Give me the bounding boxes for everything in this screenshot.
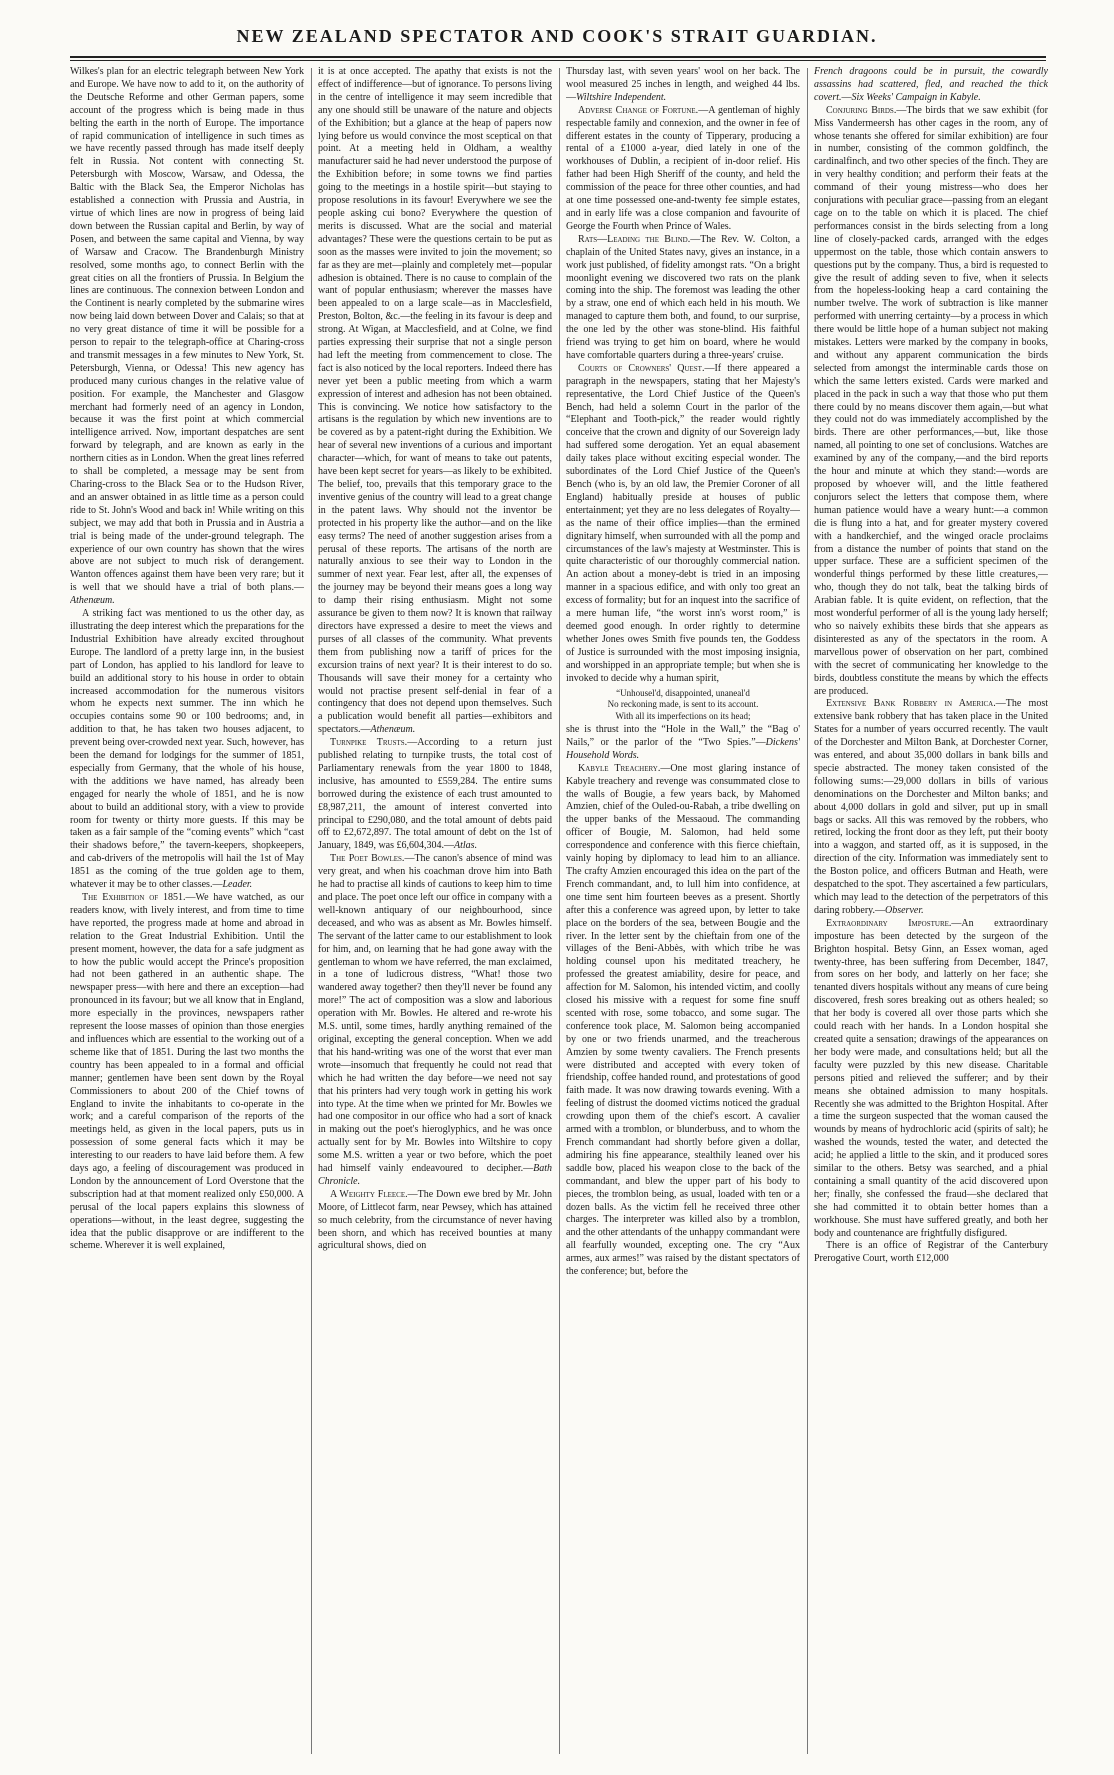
article-text: If there appeared a paragraph in the newspapers, stating that her Majesty's representative, the Lord Chief Justice of the Queen's Bench, had held a solemn Court in the parlor of the “Elephant and Tooth-pick,” the reader would rightly conceive that the crown and dignity of our Sovereign lady had suffered some derogation. Yet an equal abasement daily takes place without exciting especial wonder. The subordinates of the Lord Chief Justice of the Queen's Bench (who is, by an old law, the Premier Coroner of all England) habitually preside at houses of public entertainment; yet they are no less delegates of Royalty—as the name of their office implies—than the ermined dignitary himself, when surrounded with all the pomp and circumstances of the law's majesty at Westminster. This is quite characteristic of our thoroughly commercial nation. An action about a money-debt is tried in an imposing manner in a spacious edifice, and with only too great an excess of formality; but for an inquest into the sacrifice of a mere human life, “the worst inn's worst room,” is deemed good enough. In order rightly to determine whether Jones owes Smith five pounds ten, the Goddess of Justice is surrounded with the most imposing insignia, and worshipped in an appropriate temple; but when she is invoked to decide why a human spirit, (566, 362, 800, 684)
verse-line: With all its imperfections on its head; (615, 710, 751, 721)
verse-line: No reckoning made, is sent to its account. (607, 699, 759, 709)
article-heading: Kabyle Treachery. (578, 762, 661, 774)
article-text: We have watched, as our readers know, with lively interest, and from time to time have reported, the progress made at home and abroad in relation to the Great Industrial Exhibition. Until the present moment, however, the data for a safe judgment as to how the public would accept the Prince's proposition had not been gathered in an authentic shape. The newspaper press—with here and there an exception—had pronounced in its favour; but we all know that in England, more especially in the provinces, newspapers rather represent the loose masses of opinion than those energies and influences which are essential to the working out of a scheme like that of 1851. During the last two months the country has been appealed to in a formal and official manner; gentlemen have been sent down by the Royal Commissioners to about 200 of the Chief towns of England to invite the inhabitants to co-operate in the work; and a careful comparison of the reports of the meetings held, as given in the local papers, puts us in possession of some general facts which it may be interesting to our readers to have laid before them. A few days ago, a feeling of discouragement was produced in London by the announcement of Lord Overstone that the subscription had at that moment realized only £50,000. A perusal of the local papers explains this slowness of operations—without, in the least degree, suggesting the idea that the public disapprove or are indifferent to the scheme. Wherever it is well explained, (70, 892, 304, 1252)
verse-line: “Unhousel'd, disappointed, unaneal'd (616, 687, 750, 698)
article-text: A gentleman of highly respectable family and connexion, and the owner in fee of different estates in the county of Tipperary, producing a rental of a £1000 a-year, died lately in one of the workhouses of Dublin, a recipient of in-door relief. His father had been High Sheriff of the county, and held the commission of the peace for three other counties, and had at one time possessed one-and-twenty fee simple estates, and in early life was a close companion and favourite of George the Fourth when Prince of Wales. (566, 104, 800, 232)
article-text: The Down ewe bred by Mr. John Moore, of Littlecot farm, near Pewsey, which has attained so much celebrity, from the circumstance of never having been shorn, and which has received bounties at many agricultural shows, died on (318, 1188, 552, 1252)
article-source: Bath Chronicle. (318, 1163, 552, 1187)
article-heading: Conjuring Birds. (826, 104, 897, 116)
article-text: Thursday last, with seven years' wool on her back. The wool measured 25 inches in length, and weighed 44 lbs. (566, 66, 800, 90)
article-paragraph: A striking fact was mentioned to us the other day, as illustrating the deep interest which the preparations for the Industrial Exhibition have already excited throughout Europe. The landlord of a pretty large inn, in the busiest part of London, has applied to his landlord for leave to build an additional story to his house in order to obtain increased accommodation for the numerous visitors whom he expects next summer. The inn which he occupies contains some 90 or 100 bedrooms; and, in addition to that, he has taken two houses adjacent, to prevent being over-crowded next year. Such, however, has been the demand for lodgings for the summer of 1851, especially from Germany, that the whole of his house, with the additions we have named, has already been engaged for nearly the whole of 1851, and he is now about to build an additional story, with a view to provide room for twenty or thirty more guests. If this may be taken as a fair sample of the “coming events” which “cast their shadows before,” the tavern-keepers, shopkeepers, and cab-drivers of the metropolis will hail the 1st of May 1851 as the coming of the true golden age to them, whatever it may be to other classes.—Leader. (70, 608, 304, 891)
article-text: According to a return just published relating to turnpike trusts, the total cost of Parliamentary renewals from the year 1800 to 1848, inclusive, has amounted to £559,284. The entire sums borrowed during the existence of each trust amounted to £8,987,211, the amount of interest converted into principal to £290,080, and the total amount of debts paid off to £2,672,897. The total amount of debt on the 1st of January, 1849, was £6,604,304. (318, 737, 552, 852)
article-text: Wilkes's plan for an electric telegraph between New York and Europe. We have now to add to it, on the authority of the Deutsche Reforme and other German papers, some account of the progress which is being made in thus belting the earth in the north of Europe. The importance of rapid communication of intelligence in such times as we have recently passed through has made itself deeply felt in Russia. Not content with connecting St. Petersburgh with Moscow, Warsaw, and Odessa, the Baltic with the Black Sea, the Emperor Nicholas has established a connection with Prussia and Austria, in virtue of which lines are now in progress of being laid down between the Russian capital and Berlin, by way of Posen, and between the same capital and Vienna, by way of Warsaw and Cracow. The Brandenburgh Ministry resolved, some months ago, to connect Berlin with the great cities on all the frontiers of Prussia. In Belgium the lines are continuous. The connexion between London and the Continent is nearly completed by the submarine wires now being laid down between Dover and Calais; so that at no very great distance of time it will be possible for a person to repair to the telegraph-office at Charing-cross and transmit messages in a few minutes to New York, St. Petersburgh, Vienna, or Odessa! This new agency has produced many curious changes in the relative value of position. For example, the Manchester and Glasgow merchant had formerly need of an agency in London, because it was the first point at which commercial intelligence arrived. Now, important despatches are sent forward by telegraph, and are known as early in the northern cities as in London. When the great lines referred to shall be completed, a message may be sent from Charing-cross to the Black Sea or to the Hudson River, and an answer obtained in as little time as a person could ride to St. John's Wood and back in! While writing on this subject, we may add that both in Prussia and in Austria a trial is being made of the under-ground telegraph. The experience of our own country has shown that the wires above are not subject to much risk of derangement. Wanton offences against them have been very rare; but it is well that we should have a trial of both plans. (70, 66, 304, 594)
article-heading: A Weighty Fleece. (330, 1188, 408, 1200)
article-source: Atlas. (454, 840, 478, 852)
article-source: Leader. (222, 879, 253, 891)
article-paragraph: Adverse Change of Fortune.—A gentleman of highly respectable family and connexion, and the owner in fee of different estates in the county of Tipperary, producing a rental of a £1000 a-year, died lately in one of the workhouses of Dublin, a recipient of in-door relief. His father had been High Sheriff of the county, and held the commission of the peace for three other counties, and had at one time possessed one-and-twenty fee simple estates, and in early life was a close companion and favourite of George the Fourth when Prince of Wales. (566, 104, 800, 232)
article-heading: Extensive Bank Robbery in America. (826, 698, 996, 710)
article-source: Dickens' Household Words. (566, 736, 800, 761)
column-divider (311, 68, 312, 1754)
article-text: A striking fact was mentioned to us the other day, as illustrating the deep interest which the preparations for the Industrial Exhibition have already excited throughout Europe. The landlord of a pretty large inn, in the busiest part of London, has applied to his landlord for leave to build an additional story to his house in order to obtain increased accommodation for the numerous visitors whom he expects next summer. The inn which he occupies contains some 90 or 100 bedrooms; and, in addition to that, he has taken two houses adjacent, to prevent being over-crowded next year. Such, however, has been the demand for lodgings for the summer of 1851, especially from Germany, that the whole of his house, with the additions we have named, has already been engaged for nearly the whole of 1851, and he is now about to build an additional story, with a view to provide room for twenty or thirty more guests. If this may be taken as a fair sample of the “coming events” which “cast their shadows before,” the tavern-keepers, shopkeepers, and cab-drivers of the metropolis will hail the 1st of May 1851 as the coming of the true golden age to them, whatever it may be to other classes. (70, 608, 304, 891)
article-paragraph: Turnpike Trusts.—According to a return just published relating to turnpike trusts, the total cost of Parliamentary renewals from the year 1800 to 1848, inclusive, has amounted to £559,284. The entire sums borrowed during the existence of each trust amounted to £8,987,211, the amount of interest converted into principal to £290,080, and the total amount of debts paid off to £2,672,897. The total amount of debt on the 1st of January, 1849, was £6,604,304.—Atlas. (318, 737, 552, 852)
article-heading: The Exhibition of 1851. (82, 892, 186, 903)
article-heading: Adverse Change of Fortune. (578, 104, 699, 116)
article-text: The most extensive bank robbery that has taken place in the United States for a number of years occurred recently. The vault of the Dorchester and Milton Bank, at Dorchester Corner, was entered, and about 35,000 dollars in bank bills and specie abstracted. The money taken consisted of the following sums:—29,000 dollars in bills of various denominations on the Dorchester and Milton banks; and about 4,000 dollars in gold and silver, put up in small bags or sacks. All this was removed by the robbers, who retired, locking the front door as they left, put their booty into a waggon, and started off, as it is supposed, in the direction of the city. Information was immediately sent to the Boston police, and officers Butman and Heath, were despatched to the spot. They ascertained a few particulars, which may lead to the detection of the perpetrators of this daring robbery. (814, 698, 1048, 916)
article-text: it is at once accepted. The apathy that exists is not the effect of indifference—but of ignorance. To persons living in the centre of intelligence it may seem incredible that any one should still be unaware of the nature and objects of the Exhibition; but a glance at the heap of papers now lying before us would convince the most sceptical on that point. At a meeting held in Oldham, a wealthy manufacturer said he had never understood the purpose of the Exhibition before; in some towns we find parties going to the meetings in a hostile spirit—but staying to propose resolutions in its favour! Everywhere we see the people asking cui bono? Everywhere the question of merits is discussed. What are the social and material advantages? These were the questions certain to be put as soon as the masses were invited to join the movement; so far as they are met—plainly and completely met—popular adhesion is obtained. There is no cause to complain of the want of popular enthusiasm; wherever the masses have been appealed to on a large scale—as in Macclesfield, Preston, Bolton, &c.—the feeling in its favour is deep and strong. At Wigan, at Macclesfield, and at Colne, we find parties expressing their surprise that not a single person had left the meeting from commencement to close. The fact is also noticed by the local reporters. Indeed there has never yet been a public meeting from which a warm expression of interest and adhesion has not been obtained. This is convincing. We notice how satisfactory to the artisans is the regulation by which new inventions are to be covered as by a patent-right during the Exhibition. We hear of several new inventions of a curious and important character—which, for want of means to take out patents, have been kept secret for years—as likely to be exhibited. The belief, too, prevails that this temporary grace to the inventive genius of the country will lead to a great change in the patent laws. Why should not the inventor be protected in his property like the author—and on the like easy terms? The need of another suggestion arises from a perusal of these reports. The artisans of the north are naturally anxious to see their way to London in the summer of next year. Fear lest, after all, the expenses of the journey may be beyond their means goes a long way to damp their rising enthusiasm. Might not some assurance be given to them now? It is known that railway directors have expressed a desire to meet the views and purses of all classes of the community. What prevents them from publishing now a tariff of prices for the excursion trains of next year? It is their interest to do so. Thousands will save their money for a certainty who would not practise present self-denial in fear of a contingency that does not depend upon themselves. Such a publication would benefit all parties—exhibitors and spectators. (318, 66, 552, 736)
verse-quote (566, 688, 800, 723)
article-source: Athenæum. (70, 595, 115, 607)
article-text: One most glaring instance of Kabyle treachery and revenge was consummated close to the walls of Bougie, a few years back, by Mahomed Amzien, chief of the Ouled-ou-Rabah, a tribe dwelling on the upper banks of the Messaoud. The commanding officer of Bougie, M. Salomon, had held some correspondence and conference with this fierce chieftain, vainly hoping by diplomacy to lead him to an alliance. The crafty Amzien encouraged this idea on the part of the French commandant, and, to lull him into confidence, at one time sent him fourteen beeves as a present. Shortly after this a conference was agreed upon, by letter to take place on the borders of the sea, between Bougie and the river. In the letter sent by the chieftain from one of the villages of the Beni-Abbès, with which tribe he was holding counsel upon his meditated treachery, he professed the greatest amiability, desire for peace, and affection for M. Salomon, his intended victim, and coolly closed his missive with a request for some fine snuff scented with rose, some tobacco, and some sugar. The conference took place, M. Salomon being accompanied by one or two friends unarmed, and the treacherous Amzien by some twenty cavaliers. The French presents were distributed and accepted with every token of friendship, coffee handed round, and protestations of good faith made. It was now drawing towards evening. With a feeling of distrust the doomed victims noticed the gradual crowding upon them of the chief's escort. A cavalier armed with a tromblon, or blunderbuss, and to whom the French commandant had shortly before given a dollar, admiring his fine appearance, stealthily leaned over his saddle bow, placed his weapon close to the back of the commandant, and blew the upper part of his body to pieces, the tromblon being, as usual, loaded with ten or a dozen balls. As the victim fell he received three other charges. The interpreter was killed also by a tromblon, and the other attendants of the unhappy commandant were all fearfully wounded, excepting one. The cry “Aux armes, aux armes!” was raised by the distant spectators of the conference; but, before the (566, 762, 800, 1278)
article-text: The canon's absence of mind was very great, and when his coachman drove him into Bath he had to practise all kinds of cautions to keep him to time and place. The poet once left our office in company with a well-known antiquary of our neighbourhood, since deceased, and who was as absent as Mr. Bowles himself. The servant of the latter came to our establishment to look for him, and, on learning that he had gone away with the gentleman to whom we have referred, the man exclaimed, in a tone of ludicrous distress, “What! those two wandered away together? then they'll never be found any more!” The act of composition was a slow and laborious operation with Mr. Bowles. He altered and re-wrote his M.S. until, some times, hardly anything remained of the original, excepting the general conception. When we add that his hand-writing was one of the worst that ever man wrote—insomuch that frequently he could not read that which he had written the day before—we need not say that his printers had very tough work in getting his work into type. At the time when we printed for Mr. Bowles we had one compositor in our office who had a sort of knack in making out the poet's hieroglyphics, and he was once actually sent for by Mr. Bowles into Wiltshire to copy some M.S. written a year or two before, which the poet had himself vainly endeavoured to decipher. (318, 853, 552, 1175)
article-source: Six Weeks' Campaign in Kabyle. (851, 91, 981, 103)
column-1 (70, 66, 304, 1756)
article-paragraph: Conjuring Birds.—The birds that we saw exhibit (for Miss Vandermeersh has other cages in the room, any of whose tenants she offered for similar exhibition) are four in number, consisting of the common goldfinch, the cardinalfinch, and two other species of the finch. They are in very healthy condition; and perform their feats at the command of their young mistress—who does her conjurations with peculiar grace—passing from an elegant cage on to the table on which it is placed. The chief performances consist in the birds selecting from a long line of closely-packed cards, arranged with the edges uppermost on the table, those which contain answers to questions put by the company. Thus, a bird is requested to give the result of adding seven to five, when it selects from the hopeless-looking heap a card containing the number twelve. The work of subtraction is like manner performed with unerring certainty—by a process in which there would be little hope of a human subject not making mistakes. Letters were marked by the company in books, and without any apparent communication the birds selected from amongst the interminable cards those on which the same letters existed. Cards were marked and placed in the pack in such a way that those who put them there could by no means discover them again,—but what they could not do was immediately accomplished by the birds. There are other performances,—but, like those named, all pointing to one set of conclusions. Watches are examined by any of the company,—and the bird reports the hour and minute at which they stand:—words are proposed by whoever will, and the little feathered conjurors select the letters that compose them, where human patience would have a weary hunt:—a common die is flung into a hat, and for greater mystery covered with a handkerchief, and the winged oracle proclaims from a distance the number of points that stand on the upper surface. These are a sufficient specimen of the wonderful things performed by these little creatures,—who, though they do not talk, beat the talking birds of Arabian fable. It is quite evident, on reflection, that the most wonderful performer of all is the young lady herself; who so naively exhibits these birds that she appears as disinterested as any of the spectators in the room. A marvellous power of observation on her part, combined with the secret of communicating her knowledge to the birds, doubtless constitute the means by which the effects are produced. (814, 104, 1048, 697)
article-paragraph: Rats—Leading the Blind.—The Rev. W. Colton, a chaplain of the United States navy, gives an instance, in a work just published, of fidelity amongst rats. “On a bright moonlight evening we discovered two rats on the plank coming into the ship. The foremost was leading the other by a straw, one end of which each held in his mouth. We managed to capture them both, and found, to our surprise, the one led by the other was stone-blind. His faithful friend was trying to get him on board, where he would have comfortable quarters during a three-years' cruise. (566, 233, 800, 361)
article-text: The birds that we saw exhibit (for Miss Vandermeersh has other cages in the room, any of whose tenants she offered for similar exhibition) are four in number, consisting of the common goldfinch, the cardinalfinch, and two other species of the finch. They are in very healthy condition; and perform their feats at the command of their young mistress—who does her conjurations with peculiar grace—passing from an elegant cage on to the table on which it is placed. The chief performances consist in the birds selecting from a long line of closely-packed cards, arranged with the edges uppermost on the table, those which contain answers to questions put by the company. Thus, a bird is requested to give the result of adding seven to five, when it selects from the hopeless-looking heap a card containing the number twelve. The work of subtraction is like manner performed with unerring certainty—by a process in which there would be little hope of a human subject not making mistakes. Letters were marked by the company in books, and without any apparent communication the birds selected from amongst the interminable cards those on which the same letters existed. Cards were marked and placed in the pack in such a way that those who put them there could by no means discover them again,—but what they could not do was immediately accomplished by the birds. There are other performances,—but, like those named, all pointing to one set of conclusions. Watches are examined by any of the company,—and the bird reports the hour and minute at which they stand:—words are proposed by whoever will, and the little feathered conjurors select the letters that compose them, where human patience would have a weary hunt:—a common die is flung into a hat, and for greater mystery covered with a handkerchief, and the winged oracle proclaims from a distance the number of points that stand on the upper surface. These are a sufficient specimen of the wonderful things performed by these little creatures,—who, though they do not talk, beat the talking birds of Arabian fable. It is quite evident, on reflection, that the most wonderful performer of all is the young lady herself; who so naively exhibits these birds that she appears as disinterested as any of the spectators in the room. A marvellous power of observation on her part, combined with the secret of communicating her knowledge to the birds, doubtless constitute the means by which the effects are produced. (814, 104, 1048, 697)
column-divider (807, 68, 808, 1754)
article-text: she is thrust into the “Hole in the Wall,” the “Bag o' Nails,” or the parlor of the “Two Spies.” (566, 724, 800, 748)
article-heading: Courts of Crowners' Quest. (578, 362, 705, 374)
article-paragraph: Kabyle Treachery.—One most glaring instance of Kabyle treachery and revenge was consummated close to the walls of Bougie, a few years back, by Mahomed Amzien, chief of the Ouled-ou-Rabah, a tribe dwelling on the upper banks of the Messaoud. The commanding officer of Bougie, M. Salomon, had held some correspondence and conference with this fierce chieftain, vainly hoping by diplomacy to lead him to an alliance. The crafty Amzien encouraged this idea on the part of the French commandant, and, to lull him into confidence, at one time sent him fourteen beeves as a present. Shortly after this a conference was agreed upon, by letter to take place on the borders of the sea, between Bougie and the river. In the letter sent by the chieftain from one of the villages of the Beni-Abbès, with which tribe he was holding counsel upon his meditated treachery, he professed the greatest amiability, desire for peace, and affection for M. Salomon, his intended victim, and coolly closed his missive with a request for some fine snuff scented with rose, some tobacco, and some sugar. The conference took place, M. Salomon being accompanied by one or two friends unarmed, and the treacherous Amzien by some twenty cavaliers. The French presents were distributed and accepted with every token of friendship, coffee handed round, and protestations of good faith made. It was now drawing towards evening. With a feeling of distrust the doomed victims noticed the gradual crowding upon them of the chief's escort. A cavalier armed with a tromblon, or blunderbuss, and to whom the French commandant had shortly before given a dollar, admiring his fine appearance, stealthily leaned over his saddle bow, placed his weapon close to the back of the commandant, and blew the upper part of his body to pieces, the tromblon being, as usual, loaded with ten or a dozen balls. As the victim fell he received three other charges. The interpreter was killed also by a tromblon, and the other attendants of the unhappy commandant were all fearfully wounded, excepting one. The cry “Aux armes, aux armes!” was raised by the distant spectators of the conference; but, before the (566, 762, 800, 1278)
article-paragraph: Extraordinary Imposture.—An extraordinary imposture has been detected by the surgeon of the Brighton hospital. Betsy Ginn, an Essex woman, aged twenty-three, has been suffering from December, 1847, from sores on her body, and latterly on her face; she tenanted divers hospitals without any means of cure being discovered, fresh sores breaking out as others healed; so that her body is covered all over those parts which she could reach with her hands. In a London hospital she created quite a sensation; drawings of the appearances on her body were made, and consultations held; but all the faculty were puzzled by this new disease. Charitable persons pitied and relieved the sufferer; and by their means she obtained admission to many hospitals. Recently she was admitted to the Brighton Hospital. After a time the surgeon suspected that the woman caused the wounds by means of hydrochloric acid (spirits of salt); he washed the wounds, tested the water, and detected the acid; he applied a little to the skin, and it produced sores similar to the others. Betsy was searched, and a phial containing a small quantity of the acid discovered upon her; finally, she confessed the fraud—she declared that she had committed it to obtain better homes than a workhouse. She must have suffered greatly, and both her body and countenance are frightfully disfigured. (814, 917, 1048, 1239)
article-source: Wiltshire Independent. (576, 91, 667, 103)
article-heading: Extraordinary Imposture. (826, 917, 952, 929)
article-text: There is an office of Registrar of the Canterbury Prerogative Court, worth £12,000 (814, 1240, 1048, 1265)
article-paragraph: it is at once accepted. The apathy that exists is not the effect of indifference—but of ignorance. To persons living in the centre of intelligence it may seem incredible that any one should still be unaware of the nature and objects of the Exhibition; but a glance at the heap of papers now lying before us would convince the most sceptical on that point. At a meeting held in Oldham, a wealthy manufacturer said he had never understood the purpose of the Exhibition before; in some towns we find parties going to the meetings in a hostile spirit—but staying to propose resolutions in its favour! Everywhere we see the people asking cui bono? Everywhere the question of merits is discussed. What are the social and material advantages? These were the questions certain to be put as soon as the masses were invited to join the movement; so far as they are met—plainly and completely met—popular adhesion is obtained. There is no cause to complain of the want of popular enthusiasm; wherever the masses have been appealed to on a large scale—as in Macclesfield, Preston, Bolton, &c.—the feeling in its favour is deep and strong. At Wigan, at Macclesfield, and at Colne, we find parties expressing their surprise that not a single person had left the meeting from commencement to close. The fact is also noticed by the local reporters. Indeed there has never yet been a public meeting from which a warm expression of interest and adhesion has not been obtained. This is convincing. We notice how satisfactory to the artisans is the regulation by which new inventions are to be covered as by a patent-right during the Exhibition. We hear of several new inventions of a curious and important character—which, for want of means to take out patents, have been kept secret for years—as likely to be exhibited. The belief, too, prevails that this temporary grace to the inventive genius of the country will lead to a great change in the patent laws. Why should not the inventor be protected in his property like the author—and on the like easy terms? The need of another suggestion arises from a perusal of these reports. The artisans of the north are naturally anxious to see their way to London in the summer of next year. Fear lest, after all, the expenses of the journey may be beyond their means goes a long way to damp their rising enthusiasm. Might not some assurance be given to them now? It is known that railway directors have expressed a desire to meet the views and purses of all classes of the community. What prevents them from publishing now a tariff of prices for the excursion trains of next year? It is their interest to do so. Thousands will save their money for a certainty who would not practise present self-denial in fear of a contingency that does not depend upon themselves. Such a publication would benefit all parties—exhibitors and spectators.—Athenæum. (318, 66, 552, 736)
article-paragraph: The Exhibition of 1851.—We have watched, as our readers know, with lively interest, and from time to time have reported, the progress made at home and abroad in relation to the Great Industrial Exhibition. Until the present moment, however, the data for a safe judgment as to how the public would accept the Prince's proposition had not been gathered in an authentic shape. The newspaper press—with here and there an exception—had pronounced in its favour; but we all know that in England, more especially in the provinces, newspapers rather represent the loose masses of opinion than those energies and influences which are essential to the working out of a scheme like that of 1851. During the last two months the country has been appealed to in a formal and official manner; gentlemen have been sent down by the Royal Commissioners to about 200 of the Chief towns of England to invite the inhabitants to co-operate in the work; and a careful comparison of the reports of the meetings held, as given in the local papers, puts us in possession of some general facts which it may be interesting to our readers to have laid before them. A few days ago, a feeling of discouragement was produced in London by the announcement of Lord Overstone that the subscription had at that moment realized only £50,000. A perusal of the local papers explains this slowness of operations—without, in the least degree, suggesting the idea that the public disapprove or are indifferent to the scheme. Wherever it is well explained, (70, 892, 304, 1252)
article-paragraph: she is thrust into the “Hole in the Wall,” the “Bag o' Nails,” or the parlor of the “Two Spies.”—Dickens' Household Words. (566, 724, 800, 761)
article-paragraph: Courts of Crowners' Quest.—If there appeared a paragraph in the newspapers, stating that her Majesty's representative, the Lord Chief Justice of the Queen's Bench, had held a solemn Court in the parlor of the “Elephant and Tooth-pick,” the reader would rightly conceive that the crown and dignity of our Sovereign lady had suffered some derogation. Yet an equal abasement daily takes place without exciting especial wonder. The subordinates of the Lord Chief Justice of the Queen's Bench (who is, by an old law, the Premier Coroner of all England) habitually preside at houses of public entertainment; yet they are no less delegates of Royalty—as the name of their office implies—than the ermined dignitary himself, when surrounded with all the pomp and circumstances of the law's majesty at Westminster. This is quite characteristic of our thoroughly commercial nation. An action about a money-debt is tried in an imposing manner in a spacious edifice, and with only too great an excess of formality; but for an inquest into the sacrifice of a mere human life, “the worst inn's worst room,” is deemed good enough. In order rightly to determine whether Jones owes Smith five pounds ten, the Goddess of Justice is surrounded with the most imposing insignia, and worshipped in an appropriate temple; but when she is invoked to decide why a human spirit, (566, 362, 800, 684)
column-2 (318, 66, 552, 1756)
column-4 (814, 66, 1048, 1756)
article-heading: Turnpike Trusts. (330, 737, 408, 749)
article-paragraph: Wilkes's plan for an electric telegraph between New York and Europe. We have now to add to it, on the authority of the Deutsche Reforme and other German papers, some account of the progress which is being made in thus belting the earth in the north of Europe. The importance of rapid communication of intelligence in such times as we have recently passed through has made itself deeply felt in Russia. Not content with connecting St. Petersburgh with Moscow, Warsaw, and Odessa, the Baltic with the Black Sea, the Emperor Nicholas has established a connection with Prussia and Austria, in virtue of which lines are now in progress of being laid down between the Russian capital and Berlin, by way of Posen, and between the same capital and Vienna, by way of Warsaw and Cracow. The Brandenburgh Ministry resolved, some months ago, to connect Berlin with the great cities on all the frontiers of Prussia. In Belgium the lines are continuous. The connexion between London and the Continent is nearly completed by the submarine wires now being laid down between Dover and Calais; so that at no very great distance of time it will be possible for a person to repair to the telegraph-office at Charing-cross and transmit messages in a few minutes to New York, St. Petersburgh, Vienna, or Odessa! This new agency has produced many curious changes in the relative value of position. For example, the Manchester and Glasgow merchant had formerly need of an agency in London, because it was the first point at which commercial intelligence arrived. Now, important despatches are sent forward by telegraph, and are known as early in the northern cities as in London. When the great lines referred to shall be completed, a message may be sent from Charing-cross to the Black Sea or to the Hudson River, and an answer obtained in as little time as a person could ride to St. John's Wood and back in! While writing on this subject, we may add that both in Prussia and in Austria a trial is being made of the under-ground telegraph. The experience of our own country has shown that the wires above are not subject to much risk of derangement. Wanton offences against them have been very rare; but it is well that we should have a trial of both plans.—Athenæum. (70, 66, 304, 607)
column-3 (566, 66, 800, 1756)
article-heading: The Poet Bowles. (330, 853, 405, 865)
article-paragraph: A Weighty Fleece.—The Down ewe bred by Mr. John Moore, of Littlecot farm, near Pewsey, which has attained so much celebrity, from the circumstance of never having been shorn, and which has received bounties at many agricultural shows, died on (318, 1188, 552, 1252)
article-source: Observer. (885, 904, 924, 916)
article-heading: Rats—Leading the Blind. (578, 233, 691, 245)
article-source: Athenæum. (370, 724, 416, 736)
article-text: French dragoons could be in pursuit, the cowardly assassins had scattered, fled, and reached the thick covert. (814, 66, 1048, 103)
masthead: NEW ZEALAND SPECTATOR AND COOK'S STRAIT GUARDIAN. (236, 26, 878, 46)
masthead-rule-thin (70, 60, 1046, 61)
article-paragraph: French dragoons could be in pursuit, the cowardly assassins had scattered, fled, and reached the thick covert.—Six Weeks' Campaign in Kabyle. (814, 66, 1048, 103)
article-text: The Rev. W. Colton, a chaplain of the United States navy, gives an instance, in a work just published, of fidelity amongst rats. “On a bright moonlight evening we discovered two rats on the plank coming into the ship. The foremost was leading the other by a straw, one end of which each held in his mouth. We managed to capture them both, and found, to our surprise, the one led by the other was stone-blind. His faithful friend was trying to get him on board, where he would have comfortable quarters during a three-years' cruise. (566, 233, 800, 361)
article-paragraph: Thursday last, with seven years' wool on her back. The wool measured 25 inches in length, and weighed 44 lbs.—Wiltshire Independent. (566, 66, 800, 103)
article-text: An extraordinary imposture has been detected by the surgeon of the Brighton hospital. Betsy Ginn, an Essex woman, aged twenty-three, has been suffering from December, 1847, from sores on her body, and latterly on her face; she tenanted divers hospitals without any means of cure being discovered, fresh sores breaking out as others healed; so that her body is covered all over those parts which she could reach with her hands. In a London hospital she created quite a sensation; drawings of the appearances on her body were made, and consultations held; but all the faculty were puzzled by this new disease. Charitable persons pitied and relieved the sufferer; and by their means she obtained admission to many hospitals. Recently she was admitted to the Brighton Hospital. After a time the surgeon suspected that the woman caused the wounds by means of hydrochloric acid (spirits of salt); he washed the wounds, tested the water, and detected the acid; he applied a little to the skin, and it produced sores similar to the others. Betsy was searched, and a phial containing a small quantity of the acid discovered upon her; finally, she confessed the fraud—she declared that she had committed it to obtain better homes than a workhouse. She must have suffered greatly, and both her body and countenance are frightfully disfigured. (814, 917, 1048, 1239)
article-paragraph: Extensive Bank Robbery in America.—The most extensive bank robbery that has taken place in the United States for a number of years occurred recently. The vault of the Dorchester and Milton Bank, at Dorchester Corner, was entered, and about 35,000 dollars in bank bills and specie abstracted. The money taken consisted of the following sums:—29,000 dollars in bills of various denominations on the Dorchester and Milton banks; and about 4,000 dollars in gold and silver, put up in small bags or sacks. All this was removed by the robbers, who retired, locking the front door as they left, put their booty into a waggon, and started off, as it is supposed, in the direction of the city. Information was immediately sent to the Boston police, and officers Butman and Heath, were despatched to the spot. They ascertained a few particulars, which may lead to the detection of the perpetrators of this daring robbery.—Observer. (814, 698, 1048, 916)
masthead-rule (70, 56, 1046, 58)
column-divider (559, 68, 560, 1754)
article-paragraph (814, 1240, 1048, 1266)
article-paragraph: The Poet Bowles.—The canon's absence of mind was very great, and when his coachman drove him into Bath he had to practise all kinds of cautions to keep him to time and place. The poet once left our office in company with a well-known antiquary of our neighbourhood, since deceased, and who was as absent as Mr. Bowles himself. The servant of the latter came to our establishment to look for him, and, on learning that he had gone away with the gentleman to whom we have referred, the man exclaimed, in a tone of ludicrous distress, “What! those two wandered away together? then they'll never be found any more!” The act of composition was a slow and laborious operation with Mr. Bowles. He altered and re-wrote his M.S. until, some times, hardly anything remained of the original, excepting the general conception. When we add that his hand-writing was one of the worst that ever man wrote—insomuch that frequently he could not read that which he had written the day before—we need not say that his printers had very tough work in getting his work into type. At the time when we printed for Mr. Bowles we had one compositor in our office who had a sort of knack in making out the poet's hieroglyphics, and he was once actually sent for by Mr. Bowles into Wiltshire to copy some M.S. written a year or two before, which the poet had himself vainly endeavoured to decipher.—Bath Chronicle. (318, 853, 552, 1187)
